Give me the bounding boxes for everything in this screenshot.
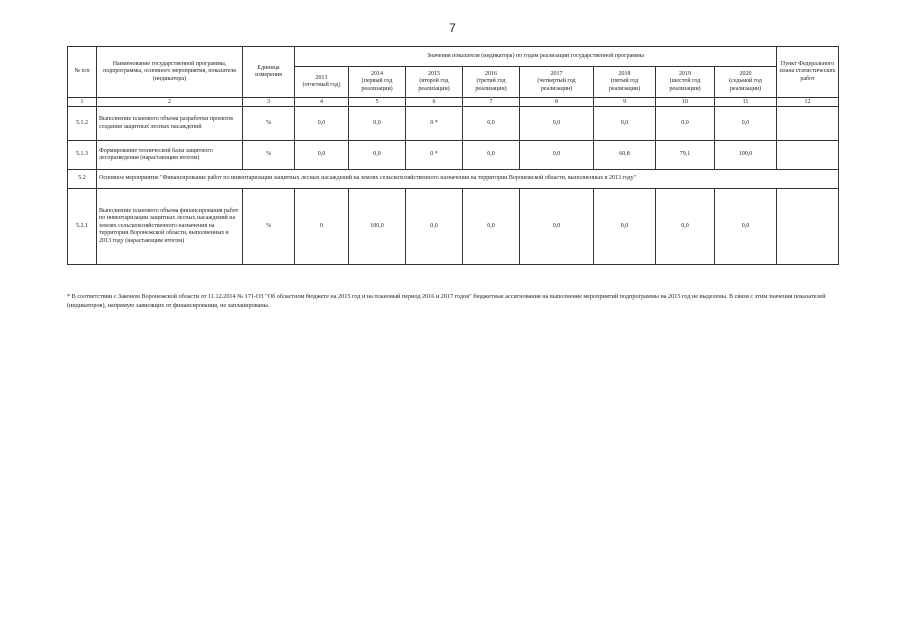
year-cell: 2016 (третий год реализации) <box>463 67 520 98</box>
row-value: 79,1 <box>656 141 715 170</box>
row-value: 0,0 <box>656 107 715 141</box>
row-value: 0 * <box>406 107 463 141</box>
activity-title: Основное мероприятие "Финансирование работ по инвентаризации защитных лесных насаждений на землях сельскохозяйственного назначения на территории Воронежской области, выполненных в 2013 году" <box>97 170 839 189</box>
row-value: 100,0 <box>715 141 777 170</box>
row-num: 5.2 <box>68 170 97 189</box>
row-value: 0,0 <box>520 107 594 141</box>
column-number: 5 <box>349 98 406 107</box>
column-number: 7 <box>463 98 520 107</box>
column-number: 4 <box>295 98 349 107</box>
row-value: 60,8 <box>594 141 656 170</box>
row-value: 0,0 <box>715 107 777 141</box>
row-value: 0,0 <box>295 107 349 141</box>
footnote-text: * В соответствии с Законом Воронежской области от 11.12.2014 № 171-ОЗ "Об областном бюджете на 2015 год и на плановый период 2016 и 2017 годов" бюджетные ассигнования на выполнение мероприятий подпрограммы на 2015 год не выделены. В связи с этим значения показателей (индикаторов), напрямую зависящих от финансирования, не запланированы. <box>67 293 826 309</box>
column-number: 1 <box>68 98 97 107</box>
column-number: 9 <box>594 98 656 107</box>
row-value: 0,0 <box>463 107 520 141</box>
row-value: 0,0 <box>594 189 656 265</box>
row-value: 0,0 <box>349 141 406 170</box>
row-federal <box>777 107 839 141</box>
row-value: 0,0 <box>594 107 656 141</box>
row-name: Выполнение планового объема финансирования работ по инвентаризации защитных лесных насаждений на землях сельскохозяйственного назначения на территории Воронежской области, выполненных в 2013 году (нарастающим итогом) <box>97 189 243 265</box>
row-value: 0,0 <box>295 141 349 170</box>
row-value: 0,0 <box>463 189 520 265</box>
row-name: Выполнение планового объема разработки проектов создания защитных лесных насаждений <box>97 107 243 141</box>
year-cell: 2020 (седьмой год реализации) <box>715 67 777 98</box>
footnote <box>67 293 838 311</box>
year-cell: 2017 (четвертый год реализации) <box>520 67 594 98</box>
row-unit: % <box>243 141 295 170</box>
column-number: 2 <box>97 98 243 107</box>
row-num: 5.1.2 <box>68 107 97 141</box>
column-number-row <box>68 98 839 107</box>
indicator-table <box>67 46 839 265</box>
year-cell: 2019 (шестой год реализации) <box>656 67 715 98</box>
column-number: 11 <box>715 98 777 107</box>
row-unit: % <box>243 189 295 265</box>
row-value: 0,0 <box>715 189 777 265</box>
row-value: 0,0 <box>406 189 463 265</box>
row-value: 0 <box>295 189 349 265</box>
row-unit: % <box>243 107 295 141</box>
year-cell: 2013 (отчетный год) <box>295 67 349 98</box>
column-number: 10 <box>656 98 715 107</box>
row-value: 0,0 <box>520 141 594 170</box>
column-number: 3 <box>243 98 295 107</box>
row-value: 0,0 <box>463 141 520 170</box>
row-value: 100,0 <box>349 189 406 265</box>
header-row-top <box>68 47 839 67</box>
table-row <box>68 107 839 141</box>
row-value: 0,0 <box>656 189 715 265</box>
column-number: 8 <box>520 98 594 107</box>
table-row <box>68 141 839 170</box>
header-values: Значения показателя (индикатора) по годам реализации государственной программы <box>295 47 777 67</box>
year-cell: 2018 (пятый год реализации) <box>594 67 656 98</box>
row-value: 0,0 <box>349 107 406 141</box>
row-federal <box>777 141 839 170</box>
row-name: Формирование технической базы защитного лесоразведения (нарастающим итогом) <box>97 141 243 170</box>
page-number: 7 <box>449 21 456 35</box>
row-federal <box>777 189 839 265</box>
table-row-activity <box>68 170 839 189</box>
row-num: 5.2.1 <box>68 189 97 265</box>
header-name: Наименование государственной программы, подпрограммы, основного мероприятия, показателя (индикатора) <box>97 47 243 98</box>
header-unit: Единица измерения <box>243 47 295 98</box>
row-value: 0 * <box>406 141 463 170</box>
year-cell: 2014 (первый год реализации) <box>349 67 406 98</box>
table-row <box>68 189 839 265</box>
column-number: 12 <box>777 98 839 107</box>
row-num: 5.1.3 <box>68 141 97 170</box>
row-value: 0,0 <box>520 189 594 265</box>
header-num: № п/п <box>68 47 97 98</box>
year-cell: 2015 (второй год реализации) <box>406 67 463 98</box>
column-number: 6 <box>406 98 463 107</box>
header-federal: Пункт Федерального плана статистических работ <box>777 47 839 98</box>
